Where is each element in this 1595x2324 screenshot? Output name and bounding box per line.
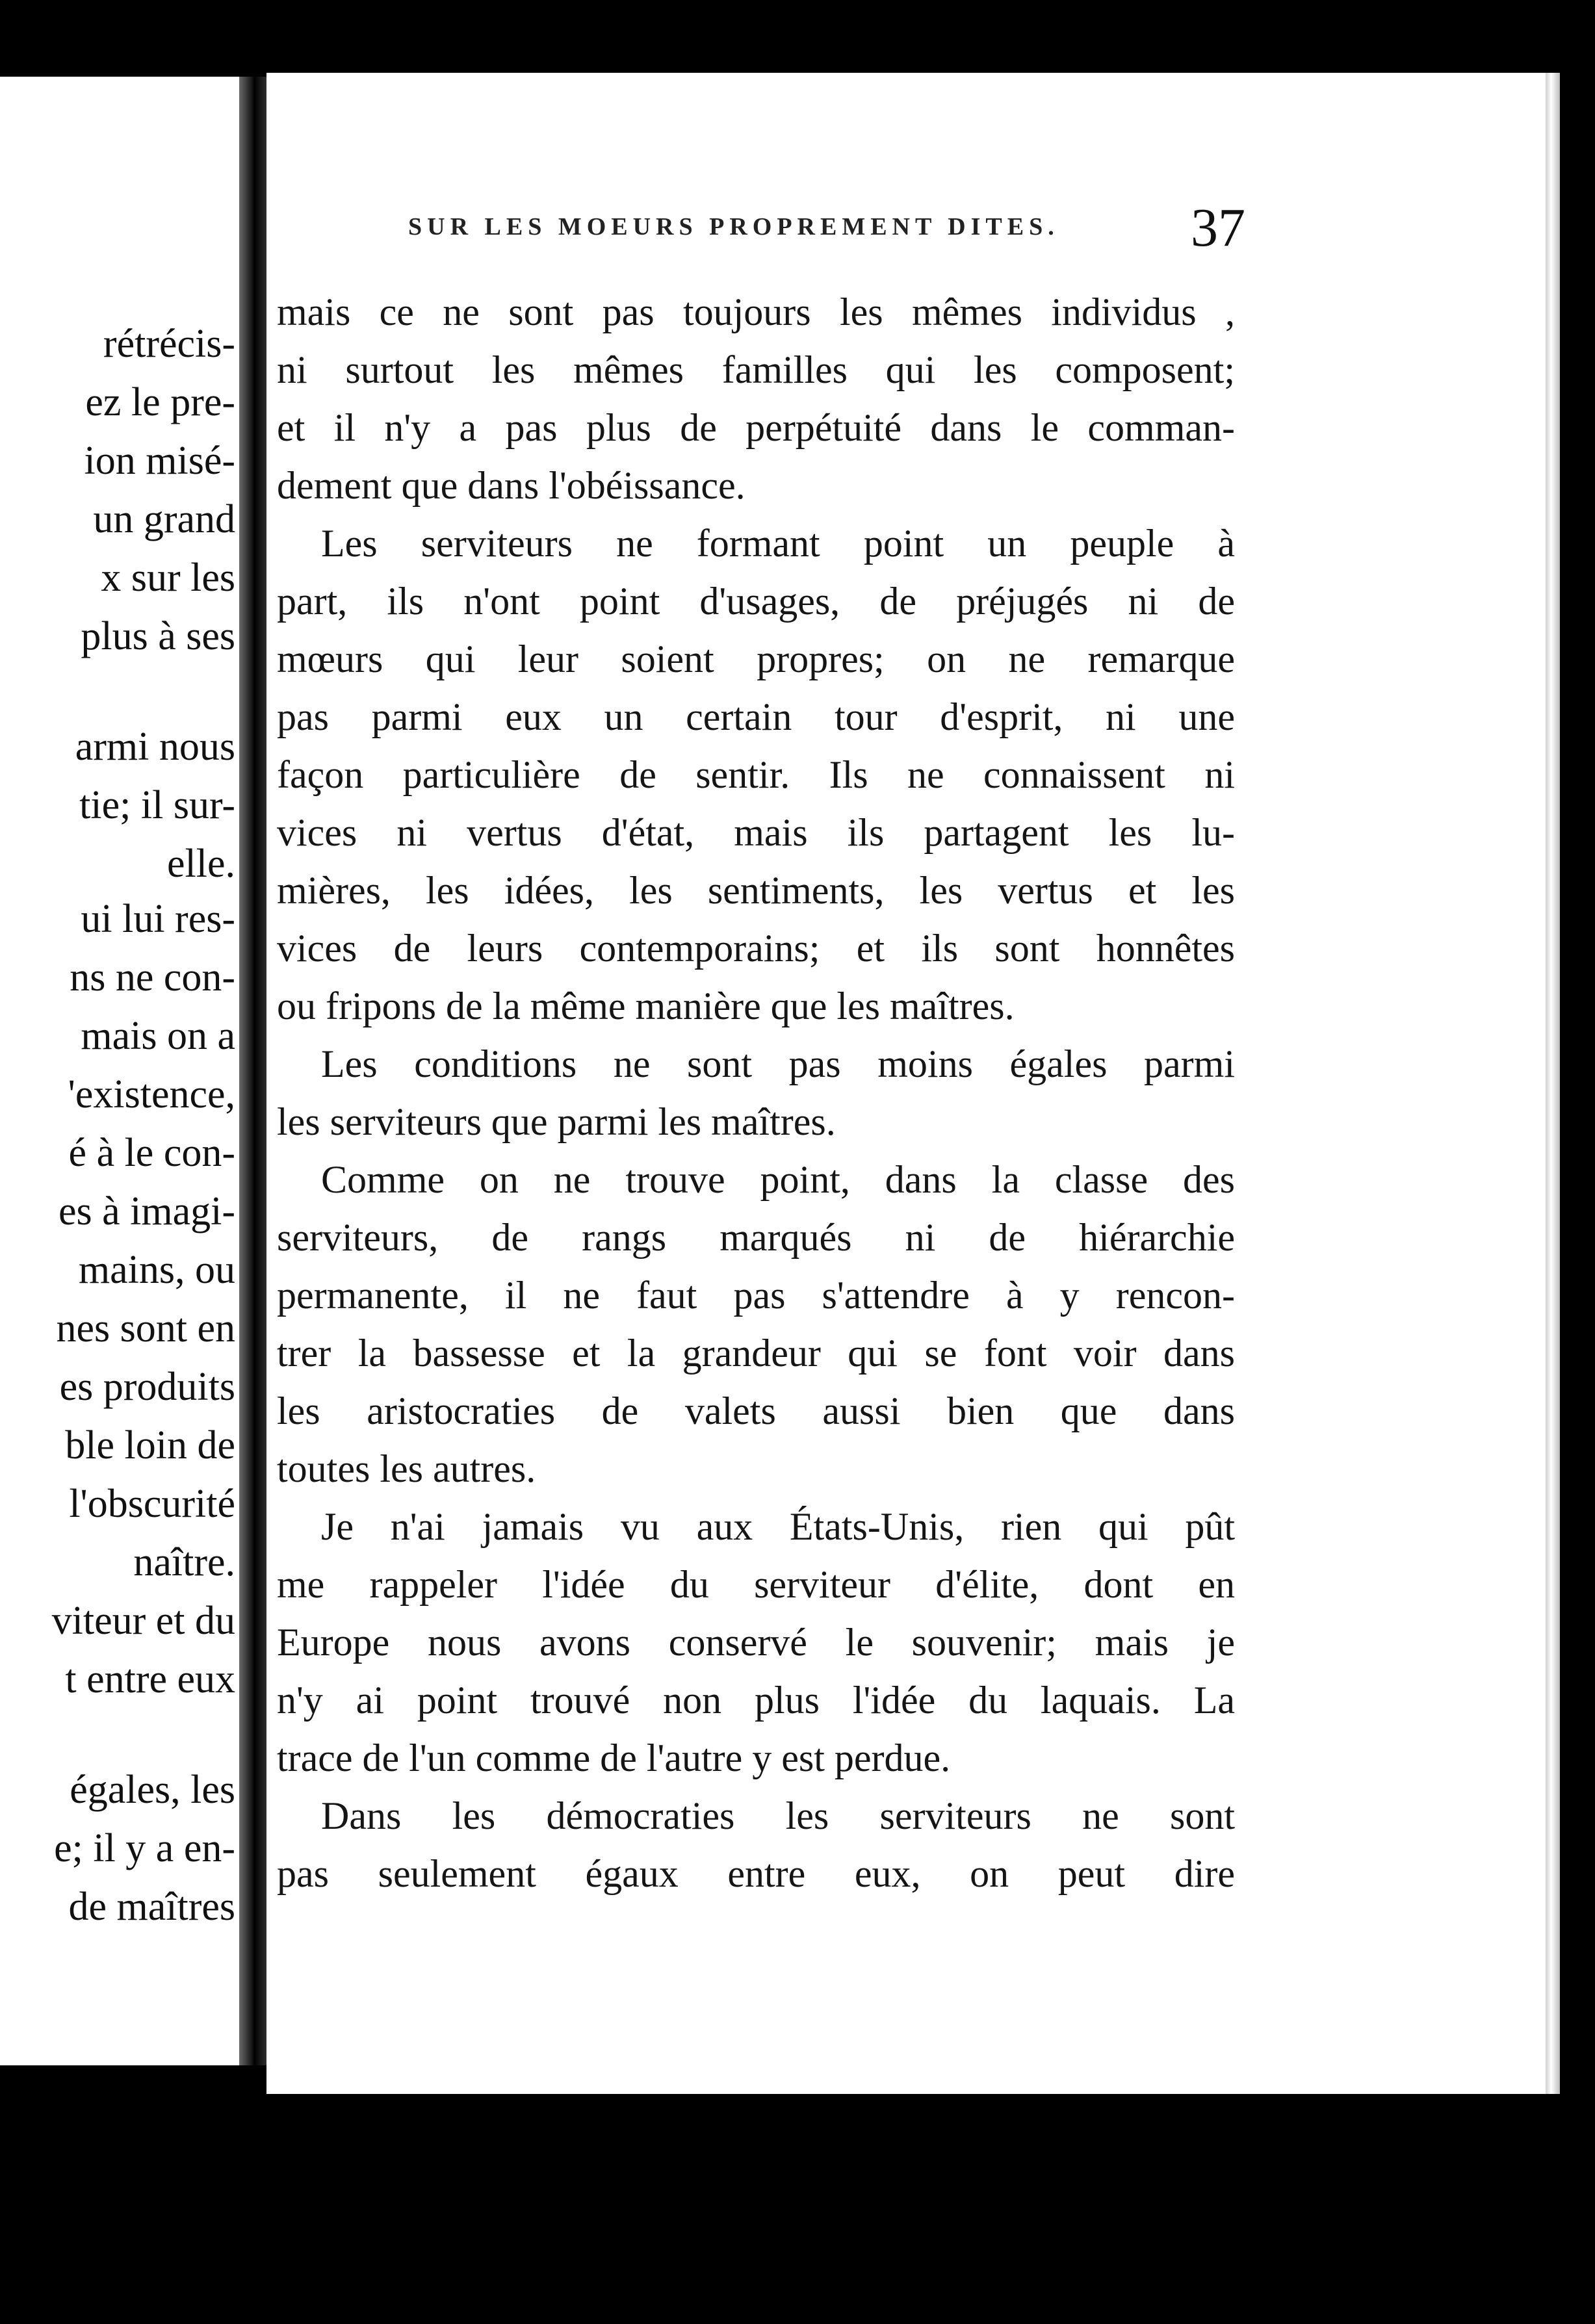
left-line: ui lui res- — [81, 897, 235, 941]
text-line: n'y ai point trouvé non plus l'idée du laquais. La — [277, 1679, 1235, 1722]
text-line: me rappeler l'idée du serviteur d'élite, dont en — [277, 1563, 1235, 1606]
page-number: 37 — [1191, 198, 1245, 258]
left-line: elle. — [167, 842, 235, 886]
left-line: mains, ou — [78, 1248, 235, 1292]
left-line: viteur et du — [51, 1599, 235, 1643]
left-line: e; il y a en- — [54, 1826, 235, 1870]
text-line: mais ce ne sont pas toujours les mêmes individus , — [277, 290, 1235, 333]
left-line: es produits — [59, 1365, 235, 1409]
right-page — [266, 73, 1546, 2094]
left-line: de maîtres — [68, 1885, 235, 1929]
text-line: permanente, il ne faut pas s'attendre à y rencon- — [277, 1274, 1235, 1317]
text-line: Europe nous avons conservé le souvenir; mais je — [277, 1621, 1235, 1664]
text-line: trer la bassesse et la grandeur qui se font voir dans — [277, 1332, 1235, 1375]
left-line: un grand — [93, 497, 235, 541]
text-line: toutes les autres. — [277, 1447, 536, 1490]
left-line: t entre eux — [65, 1657, 235, 1701]
text-line: ou fripons de la même manière que les maîtres. — [277, 985, 1015, 1027]
text-line: serviteurs, de rangs marqués ni de hiérarchie — [277, 1216, 1235, 1259]
text-line: et il n'y a pas plus de perpétuité dans le comman- — [277, 406, 1235, 449]
text-line: pas seulement égaux entre eux, on peut dire — [277, 1852, 1235, 1895]
text-line: les serviteurs que parmi les maîtres. — [277, 1100, 836, 1143]
left-line: es à imagi- — [58, 1189, 235, 1233]
left-line: x sur les — [101, 556, 235, 600]
left-line: ion misé- — [84, 439, 235, 483]
left-line: tie; il sur- — [79, 783, 235, 827]
left-line: armi nous — [75, 725, 235, 769]
text-line: dement que dans l'obéissance. — [277, 464, 746, 507]
running-head: SUR LES MOEURS PROPREMENT DITES. — [408, 213, 1059, 240]
left-line: plus à ses — [81, 614, 235, 658]
left-line: ble loin de — [65, 1423, 235, 1467]
text-line: pas parmi eux un certain tour d'esprit, ni une — [277, 695, 1235, 738]
page-edge — [1546, 73, 1560, 2094]
left-line: nes sont en — [56, 1306, 235, 1350]
text-line: les aristocraties de valets aussi bien que dans — [277, 1389, 1235, 1432]
text-line: vices ni vertus d'état, mais ils partagent les lu- — [277, 811, 1235, 854]
left-line: rétrécis- — [103, 322, 235, 366]
left-line: é à le con- — [68, 1131, 235, 1175]
text-line: Les conditions ne sont pas moins égales parmi — [321, 1042, 1235, 1085]
left-line: naître. — [133, 1540, 235, 1584]
text-line: Je n'ai jamais vu aux États-Unis, rien qui pût — [321, 1505, 1235, 1548]
left-line: égales, les — [70, 1768, 235, 1812]
text-line: trace de l'un comme de l'autre y est perdue. — [277, 1737, 951, 1779]
text-line: Les serviteurs ne formant point un peuple à — [321, 522, 1235, 565]
left-line: mais on a — [81, 1014, 235, 1058]
text-line: façon particulière de sentir. Ils ne connaissent ni — [277, 753, 1235, 796]
left-line: ns ne con- — [70, 955, 235, 1000]
text-line: Dans les démocraties les serviteurs ne sont — [321, 1794, 1235, 1837]
text-line: vices de leurs contemporains; et ils sont honnêtes — [277, 927, 1235, 970]
text-line: Comme on ne trouve point, dans la classe des — [321, 1158, 1235, 1201]
text-line: ni surtout les mêmes familles qui les composent; — [277, 348, 1235, 391]
left-line: 'existence, — [68, 1072, 235, 1117]
text-line: part, ils n'ont point d'usages, de préjugés ni de — [277, 580, 1235, 623]
left-page — [0, 77, 239, 2065]
text-line: mières, les idées, les sentiments, les vertus et les — [277, 869, 1235, 912]
left-line: l'obscurité — [69, 1482, 235, 1526]
book-gutter — [239, 77, 266, 2065]
left-line: ez le pre- — [85, 380, 235, 424]
text-line: mœurs qui leur soient propres; on ne remarque — [277, 638, 1235, 680]
